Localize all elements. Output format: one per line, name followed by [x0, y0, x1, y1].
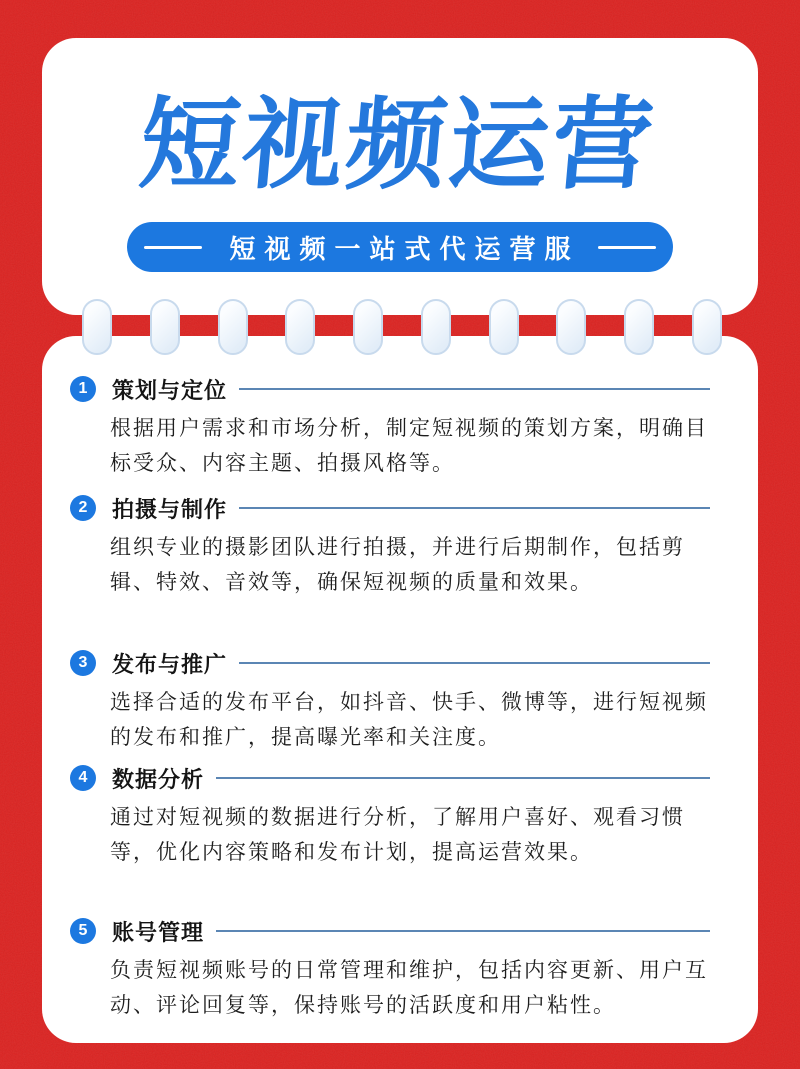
number-badge-5: 5 [70, 918, 96, 944]
section-header [70, 376, 712, 402]
section-header [70, 495, 712, 521]
subtitle-banner [127, 222, 673, 272]
number-badge-2: 2 [70, 495, 96, 521]
section-header [70, 765, 712, 791]
heading-divider-line [239, 662, 710, 664]
number-badge-1: 1 [70, 376, 96, 402]
section-title: 发布与推广 [112, 651, 228, 677]
poster-subtitle: 短视频一站式代运营服 [229, 233, 580, 264]
binding-pill [421, 299, 451, 355]
section-body [70, 953, 712, 1023]
poster-title: 短视频运营 [135, 89, 661, 201]
section-header [70, 918, 712, 944]
content-card [42, 336, 758, 1043]
binding-pill [285, 299, 315, 355]
header-card [42, 38, 758, 315]
section-data-analysis [70, 765, 712, 870]
binding-strip [82, 299, 722, 355]
binding-pill [624, 299, 654, 355]
binding-pill [150, 299, 180, 355]
body-text-line: 选择合适的发布平台，如抖音、快手、微博等，进行短视频 [110, 691, 708, 714]
body-text-line: 辑、特效、音效等，确保短视频的质量和效果。 [110, 571, 593, 594]
heading-divider-line [239, 507, 710, 509]
section-publishing-promotion [70, 650, 712, 755]
binding-pill [218, 299, 248, 355]
body-text-line: 根据用户需求和市场分析，制定短视频的策划方案，明确目 [110, 417, 708, 440]
section-header [70, 650, 712, 676]
dash-left-decoration [144, 246, 202, 249]
body-text-line: 通过对短视频的数据进行分析，了解用户喜好、观看习惯 [110, 806, 685, 829]
body-text-line: 的发布和推广，提高曝光率和关注度。 [110, 726, 501, 749]
binding-pill [489, 299, 519, 355]
section-title: 数据分析 [112, 766, 205, 792]
section-body [70, 685, 712, 755]
binding-pill [692, 299, 722, 355]
number-badge-4: 4 [70, 765, 96, 791]
section-body [70, 530, 712, 600]
section-shooting-production [70, 495, 712, 600]
body-text-line: 组织专业的摄影团队进行拍摄，并进行后期制作，包括剪 [110, 536, 685, 559]
body-text-line: 等，优化内容策略和发布计划，提高运营效果。 [110, 841, 593, 864]
binding-pill [82, 299, 112, 355]
section-title: 拍摄与制作 [112, 496, 228, 522]
number-badge-3: 3 [70, 650, 96, 676]
binding-pill [556, 299, 586, 355]
body-text-line: 负责短视频账号的日常管理和维护，包括内容更新、用户互 [110, 959, 708, 982]
section-title: 账号管理 [112, 919, 205, 945]
section-body [70, 800, 712, 870]
dash-right-decoration [598, 246, 656, 249]
section-account-management [70, 918, 712, 1023]
heading-divider-line [216, 930, 710, 932]
body-text-line: 标受众、内容主题、拍摄风格等。 [110, 452, 455, 475]
body-text-line: 动、评论回复等，保持账号的活跃度和用户粘性。 [110, 994, 616, 1017]
section-body [70, 411, 712, 481]
binding-pill [353, 299, 383, 355]
heading-divider-line [216, 777, 710, 779]
section-title: 策划与定位 [112, 377, 228, 403]
heading-divider-line [239, 388, 710, 390]
section-planning-positioning [70, 376, 712, 481]
